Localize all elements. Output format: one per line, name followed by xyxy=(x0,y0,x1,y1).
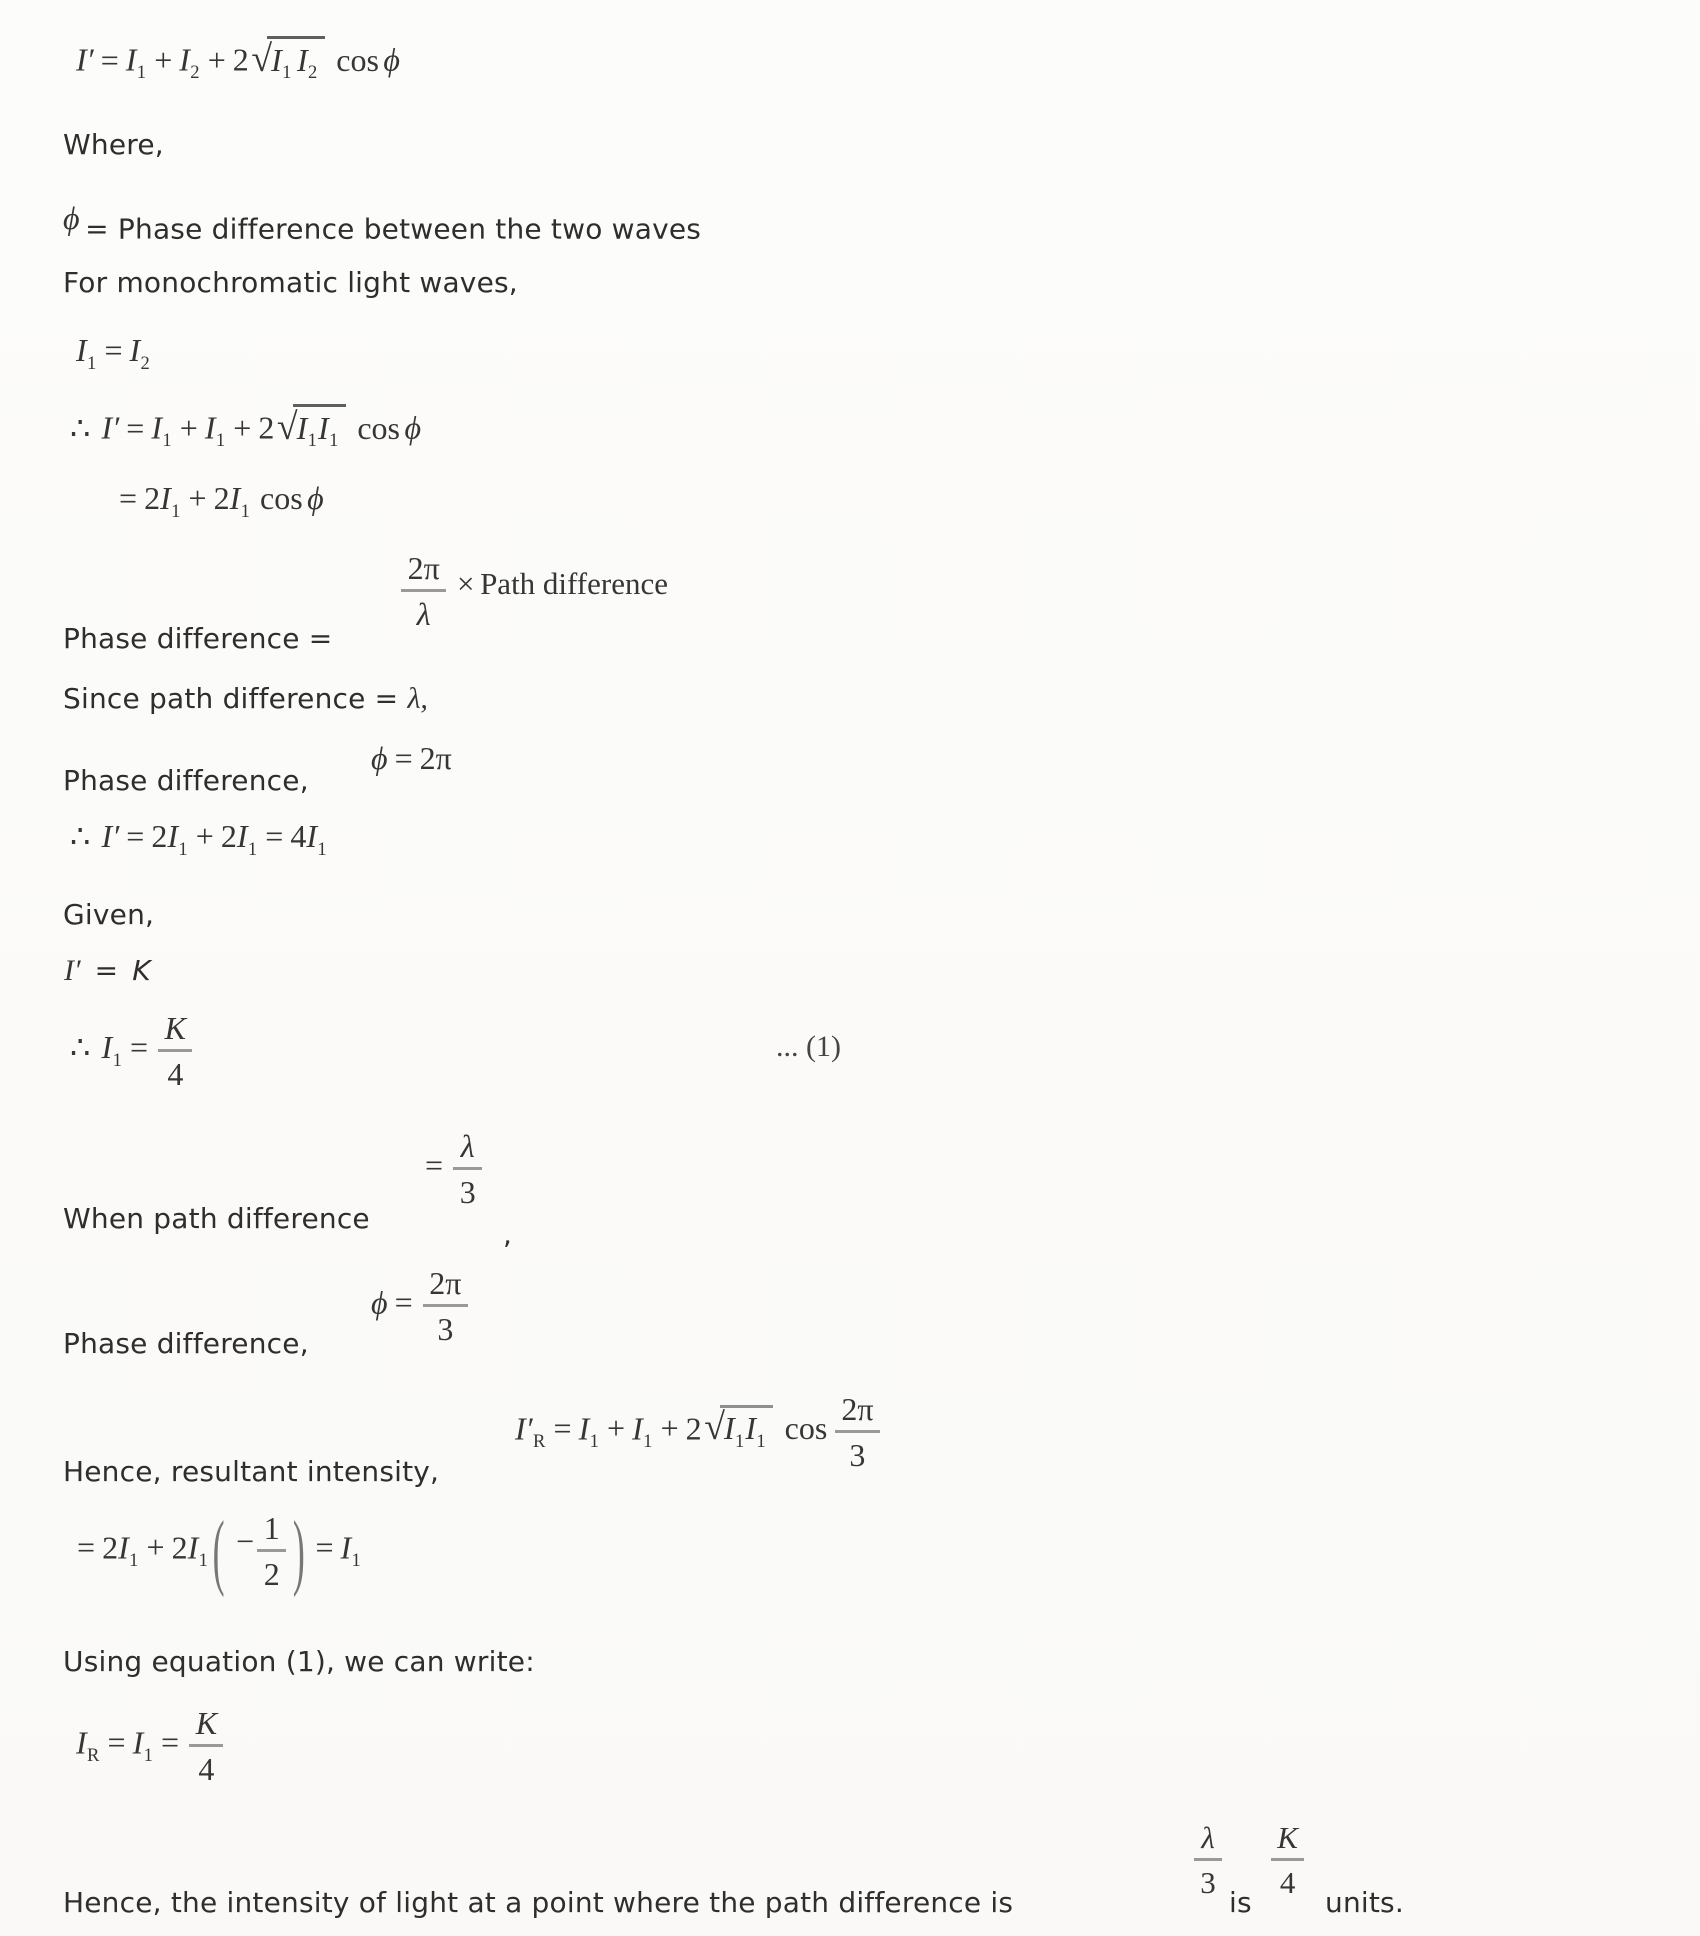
coefficient: 2 xyxy=(685,1410,702,1447)
coefficient: 2 xyxy=(232,41,249,78)
subscript: 1 xyxy=(351,1550,361,1572)
fraction-denominator: 3 xyxy=(849,1436,866,1473)
subscript: 1 xyxy=(734,1431,745,1453)
fraction-numerator: K xyxy=(1277,1820,1298,1855)
text-where xyxy=(63,128,164,161)
radicand xyxy=(720,1405,773,1453)
var-i: I xyxy=(101,1029,113,1066)
fraction-numerator: λ xyxy=(460,1128,475,1164)
phi-symbol: ϕ xyxy=(371,1284,388,1321)
fraction-denominator: 4 xyxy=(1279,1864,1296,1900)
fraction-denominator: λ xyxy=(416,595,431,632)
plus-op: + xyxy=(188,480,207,516)
phi-symbol: ϕ xyxy=(404,409,422,446)
minus-op: − xyxy=(236,1522,255,1559)
fraction-numerator: 2π xyxy=(429,1265,462,1301)
subscript: 1 xyxy=(87,352,97,374)
var-i: I xyxy=(236,818,248,854)
equation-phase-difference-2pi-3 xyxy=(63,1267,663,1367)
text: Where, xyxy=(63,128,164,161)
phi-symbol: ϕ xyxy=(371,740,388,776)
var-i: I xyxy=(578,1410,590,1447)
text-since-path-difference xyxy=(63,682,428,716)
plus-op: + xyxy=(154,41,173,78)
plus-op: + xyxy=(195,818,214,854)
fraction-denominator: 3 xyxy=(1200,1864,1216,1900)
subscript: 1 xyxy=(178,838,188,860)
text-when-path-difference xyxy=(63,1128,663,1251)
equals-op: = xyxy=(161,1724,180,1761)
text: Using equation (1), we can write: xyxy=(63,1645,535,1678)
subscript: 1 xyxy=(112,1050,122,1072)
equals-op: = xyxy=(104,332,123,368)
times-path-difference xyxy=(457,566,668,602)
text: When path difference xyxy=(63,1202,370,1235)
text: Since path difference = xyxy=(63,682,408,715)
coefficient: 2 xyxy=(102,1529,119,1566)
equals-op: = xyxy=(553,1410,572,1447)
var-i: I xyxy=(340,1529,352,1566)
equals-op: = xyxy=(265,818,284,854)
radical-sign-icon: √ xyxy=(276,405,298,448)
subscript: 1 xyxy=(171,500,181,522)
var-k: K xyxy=(132,954,151,987)
phi-symbol: ϕ xyxy=(63,200,80,236)
times-op: × xyxy=(457,566,475,601)
coefficient: 2 xyxy=(151,818,168,854)
subscript: 1 xyxy=(198,1550,208,1572)
text-is: is xyxy=(1229,1886,1252,1919)
equation-i-prime-k xyxy=(64,954,151,988)
plus-op: + xyxy=(607,1410,626,1447)
subscript: 2 xyxy=(140,352,150,374)
equation-ir-k-over-4 xyxy=(76,1707,227,1785)
subscript: 1 xyxy=(162,430,172,452)
lambda-symbol: λ, xyxy=(407,682,428,715)
var-i-prime: I′ xyxy=(76,41,94,78)
subscript: 1 xyxy=(329,430,339,452)
equation-ref-1: ... (1) xyxy=(776,1030,841,1063)
path-difference-text: Path difference xyxy=(480,566,668,601)
plus-op: + xyxy=(179,409,198,446)
fraction xyxy=(835,1393,880,1471)
fraction-k-over-4 xyxy=(189,1707,223,1785)
plus-op: + xyxy=(207,41,226,78)
radical-sign-icon: √ xyxy=(251,37,273,80)
var-i: I xyxy=(204,409,216,446)
subscript: 1 xyxy=(143,1745,153,1767)
equation-i1-equals-i2 xyxy=(76,332,151,375)
subscript: 1 xyxy=(129,1550,139,1572)
equation-i1-k-over-4 xyxy=(70,1012,970,1107)
var-i: I xyxy=(132,1724,144,1761)
subscript-r: R xyxy=(533,1431,546,1453)
subscript: 1 xyxy=(643,1431,653,1453)
left-paren: ( xyxy=(212,1503,225,1598)
var-i: I xyxy=(306,818,317,854)
var-i-prime: I′ xyxy=(64,954,81,987)
text-using-equation-1 xyxy=(63,1645,535,1678)
coefficient: 4 xyxy=(290,818,307,854)
equals-op: = xyxy=(394,740,413,776)
fraction-denominator: 3 xyxy=(459,1173,476,1210)
var-i: I xyxy=(76,1724,87,1761)
equals-op: = xyxy=(315,1529,334,1566)
equals-op: = xyxy=(425,1147,444,1184)
phi-equals-2pi-3 xyxy=(371,1267,471,1345)
text: = Phase difference between the two waves xyxy=(85,212,702,246)
fraction-numerator: K xyxy=(164,1010,186,1046)
phase-difference-label: Phase difference, xyxy=(63,764,309,797)
fraction xyxy=(423,1267,468,1345)
plus-op: + xyxy=(660,1410,679,1447)
cos-function: cos xyxy=(784,1410,828,1447)
radical-sign-icon: √ xyxy=(704,1406,725,1449)
text-conclusion xyxy=(63,1822,1663,1936)
equation-phase-difference-formula xyxy=(63,552,823,660)
text-phase-difference-definition xyxy=(63,200,701,246)
var-i-prime: I′ xyxy=(101,409,120,446)
radical xyxy=(277,404,346,452)
fraction-lambda-3 xyxy=(418,1130,485,1208)
text-units: units. xyxy=(1325,1886,1404,1919)
equals-op: = xyxy=(126,818,145,854)
fraction-denominator: 2 xyxy=(263,1555,280,1592)
cos-function: cos xyxy=(336,41,379,78)
text: Hence, resultant intensity, xyxy=(63,1455,440,1488)
radicand xyxy=(293,404,346,452)
text: Given, xyxy=(63,898,155,931)
var-i: I xyxy=(167,818,178,854)
subscript-r: R xyxy=(87,1745,100,1767)
subscript: 1 xyxy=(317,838,327,860)
fraction-k-over-4 xyxy=(158,1012,192,1090)
var-i: I xyxy=(187,1529,199,1566)
var-i: I xyxy=(125,41,137,78)
var-i-prime: I′ xyxy=(101,818,120,854)
equation-phase-difference-2pi xyxy=(63,740,663,800)
radicand xyxy=(267,36,325,84)
equals-op: = xyxy=(126,409,145,446)
therefore-symbol: ∴ xyxy=(70,818,91,854)
text: For monochromatic light waves, xyxy=(63,266,518,299)
radical xyxy=(704,1405,773,1453)
var-i: I xyxy=(271,41,282,78)
var-i: I xyxy=(632,1410,643,1447)
phi-symbol: ϕ xyxy=(383,41,400,78)
coefficient: 2 xyxy=(220,818,237,854)
fraction-2pi-lambda xyxy=(401,552,446,630)
equals-op: = xyxy=(77,1529,96,1566)
var-i: I xyxy=(229,480,241,516)
subscript: 2 xyxy=(307,62,318,84)
equation-ir-cos-2pi-3 xyxy=(515,1393,883,1471)
equation-body xyxy=(70,1010,196,1092)
var-i: I xyxy=(318,409,329,446)
fraction-denominator: 4 xyxy=(198,1750,215,1787)
var-i-prime: I′ xyxy=(515,1410,533,1447)
text-monochromatic xyxy=(63,266,518,299)
equals-op: = xyxy=(107,1724,126,1761)
var-i: I xyxy=(160,480,171,516)
fraction-numerator: λ xyxy=(1201,1820,1215,1855)
fraction-k-over-4 xyxy=(1271,1822,1304,1898)
fraction xyxy=(453,1130,482,1208)
text-hence-resultant-intensity xyxy=(63,1393,1063,1493)
cos-function: cos xyxy=(259,480,303,516)
text: Hence, the intensity of light at a point where the path difference is xyxy=(63,1886,1014,1919)
fraction-numerator: 2π xyxy=(841,1391,874,1427)
equation-resultant-intensity-general xyxy=(76,36,400,84)
subscript: 1 xyxy=(282,62,292,84)
equation-i-prime-sum xyxy=(70,404,421,452)
equals-op: = xyxy=(100,41,119,78)
fraction-numerator: K xyxy=(195,1705,218,1741)
subscript: 1 xyxy=(136,62,147,84)
plus-op: + xyxy=(233,409,252,446)
coefficient: 2 xyxy=(171,1529,188,1566)
equals-op: = xyxy=(394,1284,413,1321)
fraction-lambda-3 xyxy=(1194,1822,1222,1898)
text-given xyxy=(63,898,154,931)
plus-op: + xyxy=(146,1529,165,1566)
equation-2i1-cos xyxy=(112,480,324,523)
cos-function: cos xyxy=(357,409,400,446)
var-i: I xyxy=(296,41,308,78)
coefficient: 2 xyxy=(258,409,275,446)
equation-2i1-minus-half xyxy=(70,1503,362,1622)
var-i: I xyxy=(76,332,87,368)
subscript: 1 xyxy=(240,500,250,522)
coefficient: 2 xyxy=(213,480,230,516)
equals-op: = xyxy=(119,480,138,516)
right-paren: ) xyxy=(292,1503,305,1598)
subscript: 1 xyxy=(247,838,258,860)
var-i: I xyxy=(118,1529,129,1566)
radical xyxy=(251,36,324,84)
subscript: 1 xyxy=(215,430,226,452)
phase-difference-label: Phase difference = xyxy=(63,622,333,655)
phi-equals-2pi xyxy=(371,740,452,777)
phi-symbol: ϕ xyxy=(307,480,324,516)
value-2pi: 2π xyxy=(419,740,452,776)
var-i: I xyxy=(151,409,162,446)
var-i: I xyxy=(179,41,190,78)
equals-op: = xyxy=(129,1029,149,1066)
subscript: 1 xyxy=(307,430,317,452)
phase-difference-label: Phase difference, xyxy=(63,1327,309,1360)
fraction-numerator: 1 xyxy=(263,1510,280,1546)
var-i: I xyxy=(723,1410,735,1447)
coefficient: 2 xyxy=(144,480,161,516)
subscript: 1 xyxy=(589,1431,599,1453)
var-i: I xyxy=(129,332,141,368)
equation-i-prime-4i1 xyxy=(70,817,328,861)
equals-op: = xyxy=(94,954,119,987)
var-i: I xyxy=(745,1410,756,1447)
fraction-denominator: 3 xyxy=(437,1310,454,1347)
var-i: I xyxy=(296,409,308,446)
fraction-numerator: 2π xyxy=(407,550,440,586)
therefore-symbol: ∴ xyxy=(70,1029,91,1066)
subscript: 2 xyxy=(190,62,200,84)
fraction-denominator: 4 xyxy=(167,1055,184,1092)
subscript: 1 xyxy=(756,1431,766,1453)
therefore-symbol: ∴ xyxy=(70,409,91,446)
comma: , xyxy=(503,1218,513,1251)
fraction-half xyxy=(257,1512,286,1590)
